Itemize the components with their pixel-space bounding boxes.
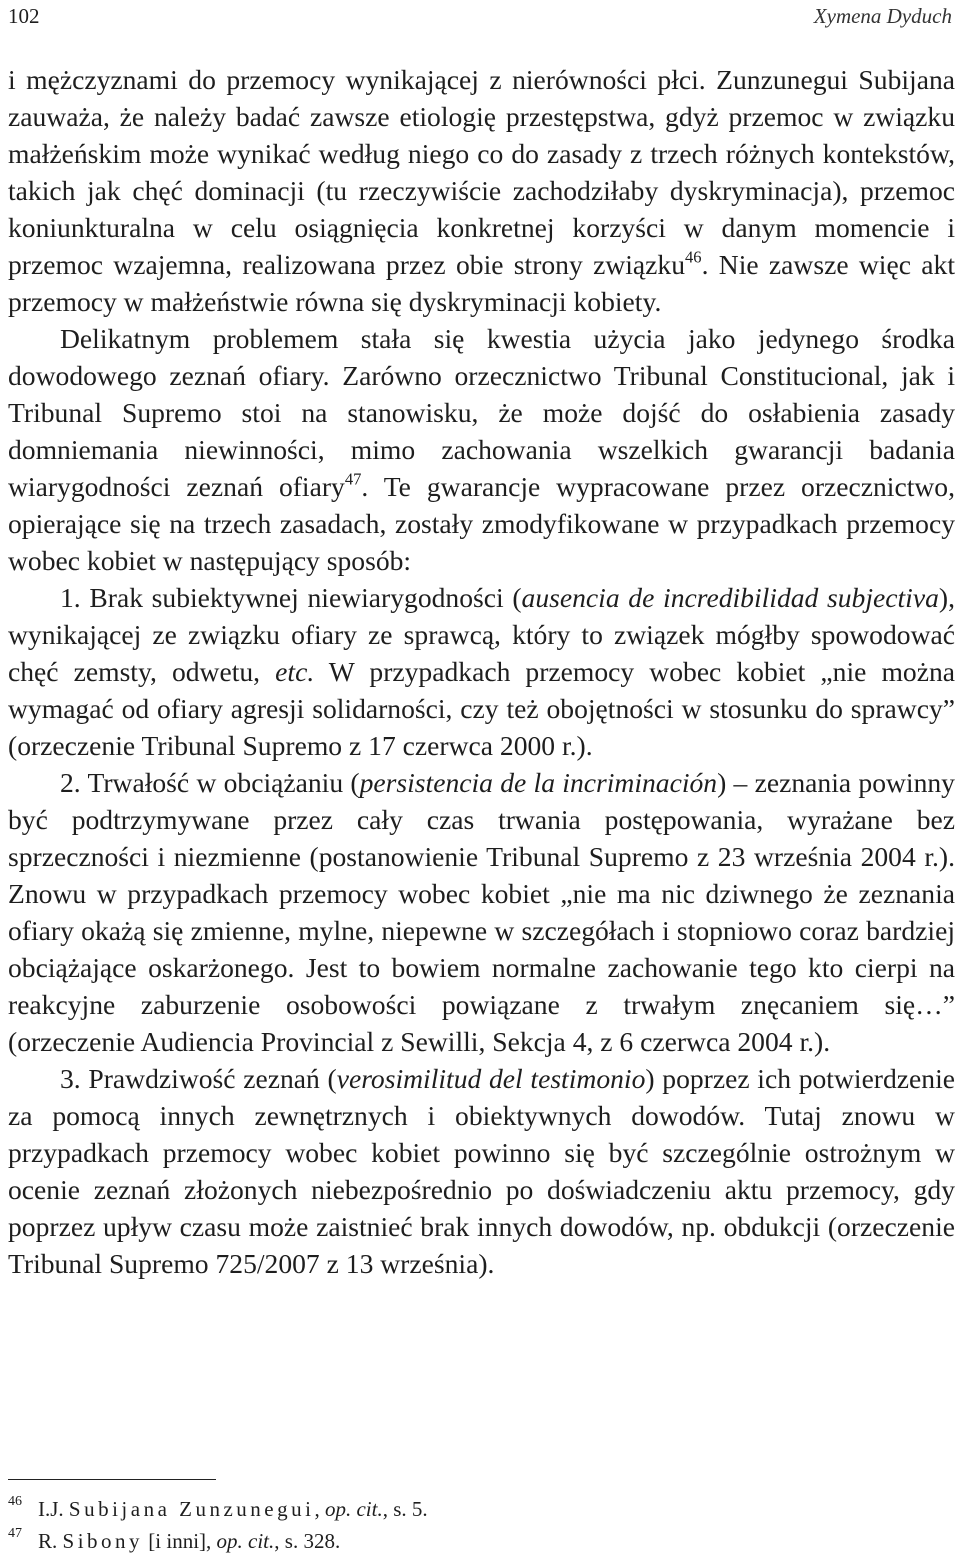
spanish-term: ausencia de incredibilidad subjectiva [521,582,939,613]
paragraph-text: 3. Prawdziwość zeznań ( [60,1063,337,1094]
footnote-separator-text: [i inni], [143,1529,217,1553]
paragraph-text: Delikatnym problemem stała się kwestia użycia jako jedynego środka dowodowego zeznań ofiary. Zarówno orzecznictwo Tribunal Constitucional, jak i Tribunal Supremo stoi na stanowisku, że może dojść do osłabienia zasady domniemania niewinności, mimo zachowania wszelkich gwarancji badania wiarygodności zeznań ofiary [8,323,955,502]
footnote-number: 47 [8,1526,22,1541]
principle-1 [8,579,955,764]
spanish-term: verosimilitud del testimonio [336,1063,646,1094]
principle-2 [8,764,955,1060]
footnote-46 [8,1493,948,1525]
paragraph-text: i mężczyznami do przemocy wynikającej z nierówności płci. Zunzunegui Subijana zauważa, że należy badać zawsze etiologię przestępstwa, gdyż przemoc w związku małżeńskim może wynikać według niego co do zasady z trzech różnych kontekstów, takich jak chęć dominacji (tu rzeczywiście zachodziłaby dyskryminacja), przemoc koniunkturalna w celu osiągnięcia konkretnej korzyści w danym momencie i przemoc wzajemna, realizowana przez obie strony związku [8,64,955,280]
paragraph-text: 2. Trwałość w obciążaniu ( [60,767,360,798]
paragraph-1 [8,61,955,320]
body-text [8,61,955,1282]
author-initials: I.J. [38,1497,64,1521]
page-header [8,4,952,30]
footnote-page: , s. 328. [274,1529,341,1553]
footnotes [8,1493,948,1557]
footnote-47 [8,1525,948,1557]
principle-3 [8,1060,955,1282]
page-number: 102 [8,4,40,28]
op-cit: op. cit. [216,1529,275,1553]
author-initials: R. [38,1529,58,1553]
spanish-term: persistencia de la incriminación [359,767,718,798]
footnote-number: 46 [8,1494,22,1509]
footnote-separator-text: , [314,1497,325,1521]
running-head-author: Xymena Dyduch [813,4,952,28]
paragraph-text: . Te gwarancje wypracowane przez orzecznictwo, opierające się na trzech zasadach, zostały zmodyfikowane w przypadkach przemocy wobec kobiet w następujący sposób: [8,471,956,576]
paragraph-text: ), wynikającej ze związku ofiary ze sprawcą, który to związek mógłby spowodować chęć zemsty, odwetu, [8,582,955,687]
author-surname: Sibony [62,1529,144,1553]
paragraph-2 [8,320,955,579]
footnote-ref-46[interactable]: 46 [685,247,702,267]
paragraph-text: 1. Brak subiektywnej niewiarygodności ( [60,582,522,613]
author-surname: Subijana Zunzunegui [68,1497,315,1521]
etc-italic: etc. [275,656,315,687]
footnote-ref-47[interactable]: 47 [344,469,362,489]
paragraph-text: . Nie zawsze więc akt przemocy w małżeństwie równa się dyskryminacji kobiety. [8,249,955,317]
paragraph-text: ) poprzez ich potwierdzenie za pomocą innych zewnętrznych i obiektywnych dowodów. Tutaj znowu w przypadkach przemocy wobec kobiet powinno się być szczególnie ostrożnym w ocenie zeznań złożonych niebezpośrednio po doświadczeniu aktu przemocy, gdy poprzez upływ czasu może zaistnieć brak innych dowodów, np. obdukcji (orzeczenie Tribunal Supremo 725/2007 z 13 września). [8,1063,956,1279]
footnote-page: , s. 5. [382,1497,428,1521]
op-cit: op. cit. [324,1497,383,1521]
footnote-separator [8,1479,216,1480]
paragraph-text: W przypadkach przemocy wobec kobiet „nie można wymagać od ofiary agresji solidarności, czy też obojętności w stosunku do sprawcy” (orzeczenie Tribunal Supremo z 17 czerwca 2000 r.). [8,656,955,761]
paragraph-text: ) – zeznania powinny być podtrzymywane przez cały czas trwania postępowania, wyrażane bez sprzeczności i niezmienne (postanowienie Tribunal Supremo z 23 września 2004 r.). Znowu w przypadkach przemocy wobec kobiet „nie ma nic dziwnego że zeznania ofiary okażą się zmienne, mylne, niepewne w szczegółach i stopniowo coraz bardziej obciążające oskarżonego. Jest to bowiem normalne zachowanie tego kto cierpi na reakcyjne zaburzenie osobowości powiązane z trwałym znęcaniem się…” (orzeczenie Audiencia Provincial z Sewilli, Sekcja 4, z 6 czerwca 2004 r.). [8,767,955,1057]
